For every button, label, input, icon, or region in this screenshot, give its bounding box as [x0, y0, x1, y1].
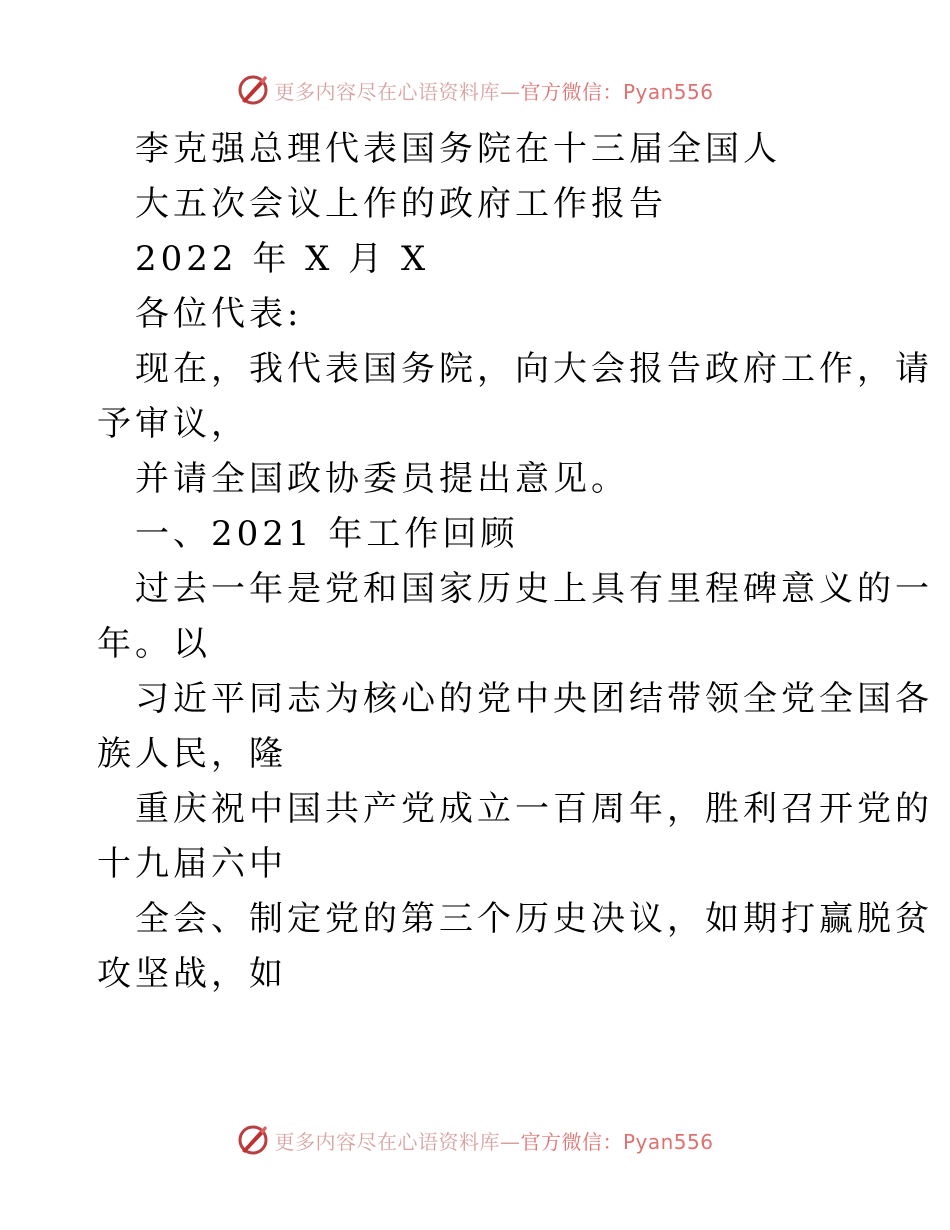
doc-line: 习近平同志为核心的党中央团结带领全党全国各 — [135, 679, 933, 719]
doc-line: 年。以 — [97, 624, 211, 664]
doc-line: 攻坚战，如 — [97, 954, 287, 994]
doc-line: 现在，我代表国务院，向大会报告政府工作，请 — [135, 349, 933, 389]
quill-pen-logo-icon — [236, 1123, 270, 1157]
watermark-text: 更多内容尽在心语资料库—官方微信：Pyan556 — [274, 79, 714, 104]
doc-line: 各位代表: — [135, 294, 303, 334]
doc-line: 重庆祝中国共产党成立一百周年，胜利召开党的 — [135, 789, 933, 829]
doc-line: 十九届六中 — [97, 844, 287, 884]
watermark-header — [0, 70, 950, 110]
watermark-text: 更多内容尽在心语资料库—官方微信：Pyan556 — [274, 1129, 714, 1154]
doc-line: 过去一年是党和国家历史上具有里程碑意义的一 — [135, 569, 933, 609]
doc-line: 全会、制定党的第三个历史决议，如期打赢脱贫 — [135, 899, 933, 939]
doc-line: 族人民，隆 — [97, 734, 287, 774]
doc-line: 予审议， — [97, 404, 249, 444]
doc-line: 2022 年 X 月 X — [135, 239, 430, 279]
watermark-footer — [0, 1120, 950, 1160]
doc-line: 李克强总理代表国务院在十三届全国人 — [135, 129, 781, 169]
quill-pen-logo-icon — [236, 73, 270, 107]
doc-line: 大五次会议上作的政府工作报告 — [135, 184, 667, 224]
doc-line: 并请全国政协委员提出意见。 — [135, 459, 629, 499]
document-body — [97, 122, 933, 1002]
doc-line: 一、2021 年工作回顾 — [135, 514, 519, 554]
